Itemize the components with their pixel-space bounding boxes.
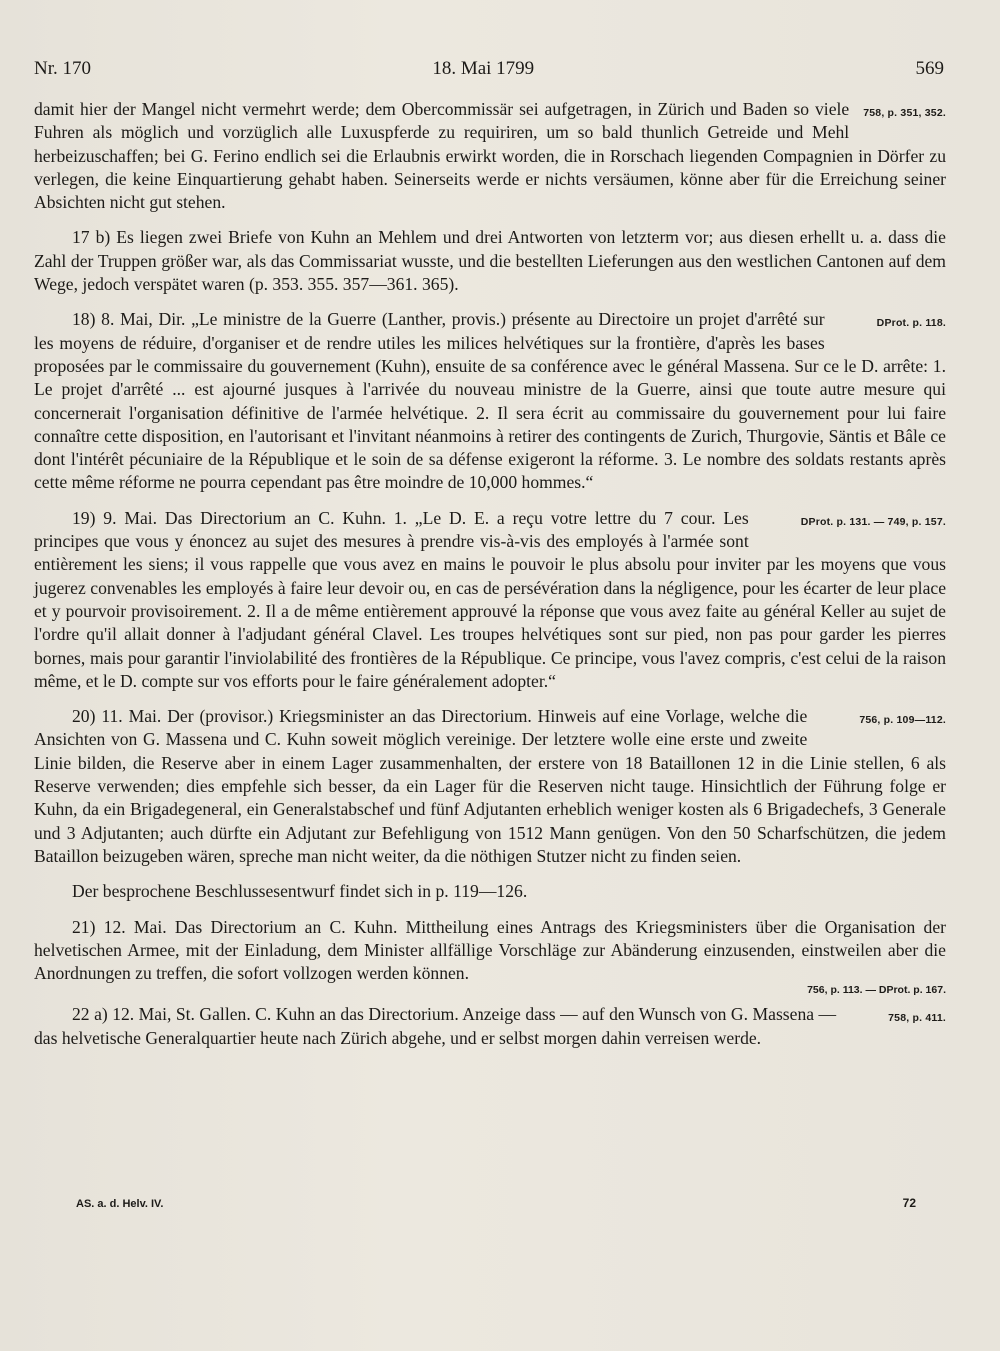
paragraph-20-note xyxy=(34,880,946,903)
paragraph-text: 17 b) Es liegen zwei Briefe von Kuhn an Mehlem und drei Antworten von letzterm vor; aus diesen erhellt u. a. dass die Zahl der Truppen größer war, als das Commissariat wusste, und die bestellten Lieferungen aus den westlichen Cantonen auf dem Wege, jedoch verspätet waren (p. 353. 355. 357—361. 365). xyxy=(34,227,946,295)
page-number: 569 xyxy=(915,58,944,79)
source-reference: 758, p. 411. xyxy=(888,1012,946,1025)
source-reference: DProt. p. 131. — 749, p. 157. xyxy=(800,515,946,528)
source-reference: 756, p. 113. — DProt. p. 167. xyxy=(807,984,946,997)
paragraph-20 xyxy=(34,705,946,868)
source-reference: 756, p. 109—112. xyxy=(859,714,946,727)
footer-sheet-number: 72 xyxy=(902,1196,916,1210)
page-header xyxy=(34,58,946,80)
paragraph-19 xyxy=(34,507,946,693)
source-reference: 758, p. 351, 352. xyxy=(863,107,946,119)
paragraph-text: Der besprochene Beschlussesentwurf findet sich in p. 119—126. xyxy=(72,881,528,902)
footer-signature: AS. a. d. Helv. IV. xyxy=(76,1198,164,1210)
header-date: 18. Mai 1799 xyxy=(432,58,535,79)
paragraph-continuation xyxy=(34,98,946,214)
paragraph-21 xyxy=(34,916,946,998)
paragraph-22a xyxy=(34,1003,946,1050)
document-number: Nr. 170 xyxy=(34,58,91,79)
paragraph-text: 21) 12. Mai. Das Directorium an C. Kuhn. Mittheilung eines Antrags des Kriegsministers über die Organisation der helvetischen Armee, mit der Einladung, dem Minister allfällige Vorschläge zur Abänderung einzusenden, einstweilen aber die Anordnungen zu treffen, die sofort vollzogen werden können. xyxy=(34,916,946,984)
paragraph-text: 18) 8. Mai, Dir. „Le ministre de la Guerre (Lanther, provis.) présente au Directoire un projet d'arrêté sur les moyens de réduire, d'organiser et de rendre utiles les milices helvétiques sur la frontière, d'après les bases proposées par le commissaire du gouvernement (Kuhn), ensuite de sa conférence avec le général Massena. Sur ce le D. arrête: 1. Le projet d'arrêté ... est ajourné jusques à l'arrivée du nouveau ministre de la Guerre, ainsi que toute autre mesure qui concernerait l'organisation définitive de l'armée helvétique. 2. Il sera écrit au commissaire du gouvernement pour lui faire connaître cette disposition, en l'autorisant et l'invitant néanmoins à retirer des contingents de Zurich, Thurgovie, Säntis et Bâle ce dont l'intérêt pécuniaire de la République et le soin de sa défense exigeront la réforme. 3. Le nombre des soldats restants après cette même réforme ne pourra cependant pas être moindre de 10,000 hommes.“ xyxy=(34,309,946,493)
paragraph-text: damit hier der Mangel nicht vermehrt werde; dem Obercommissär sei aufgetragen, in Zürich und Baden so viele Fuhren als möglich und vorzüglich alle Luxuspferde zu requiriren, um so bald thunlich Getreide und Mehl herbeizuschaffen; bei G. Ferino endlich sei die Erlaubnis erwirkt worden, die in Rorschach liegenden Compagnien in Dörfer zu verlegen, die keine Einquartierung gehabt haben. Seinerseits werde er nichts versäumen, könne aber für die Erreichung seiner Absichten nicht gut stehen. xyxy=(34,99,946,213)
paragraph-text: 22 a) 12. Mai, St. Gallen. C. Kuhn an das Directorium. Anzeige dass — auf den Wunsch von G. Massena — das helvetische Generalquartier heute nach Zürich abgehe, und er selbst morgen dahin verreisen werde. xyxy=(34,1004,837,1048)
paragraph-text: 20) 11. Mai. Der (provisor.) Kriegsminister an das Directorium. Hinweis auf eine Vorlage, welche die Ansichten von G. Massena und C. Kuhn soweit möglich vereinige. Der letztere wolle eine erste und zweite Linie bilden, die Reserve aber in einem Lager zusammenhalten, der erstere von 18 Bataillonen 12 in die Linie stellen, 6 als Reserve verwenden; dies empfehle sich besser, da ein Lager für die Reserven nicht tauge. Hinsichtlich der Führung folge er Kuhn, da ein Brigadegeneral, ein Generalstabschef und fünf Adjutanten erheblich weniger kosten als 6 Brigadechefs, 3 Generale und 3 Adjutanten; auch dürfte ein Adjutant zur Befehligung von 1512 Mann genügen. Von den 50 Scharfschützen, die jedem Bataillon beizugeben wären, spreche man nicht weiter, da die nöthigen Stutzer nicht zu finden seien. xyxy=(34,706,946,866)
paragraph-text: 19) 9. Mai. Das Directorium an C. Kuhn. 1. „Le D. E. a reçu votre lettre du 7 cour. Les principes que vous y énoncez au sujet des mesures à prendre vis-à-vis des employés à l'armée sont entièrement les siens; il vous rappelle que vous avez en mains le pouvoir le plus absolu pour inviter par les moyens que vous jugerez convenables les employés à faire leur devoir ou, en cas de persévération dans la négligence, pour les écarter de leur place et y pourvoir provisoirement. 2. Il a de même entièrement approuvé la réponse que vous avez faite au général Keller au sujet de l'ordre qu'il allait donner à l'adjudant général Clavel. Les troupes helvétiques sont sur pied, non pas pour garder les pierres bornes, mais pour garantir l'inviolabilité des frontières de la République. Ce principe, vous l'avez compris, c'est celui de la raison même, et le D. compte sur vos efforts pour le faire généralement adopter.“ xyxy=(34,507,946,691)
paragraph-17b xyxy=(34,226,946,296)
paragraph-18 xyxy=(34,308,946,494)
page-footer xyxy=(76,1196,916,1210)
source-reference: DProt. p. 118. xyxy=(876,317,946,330)
